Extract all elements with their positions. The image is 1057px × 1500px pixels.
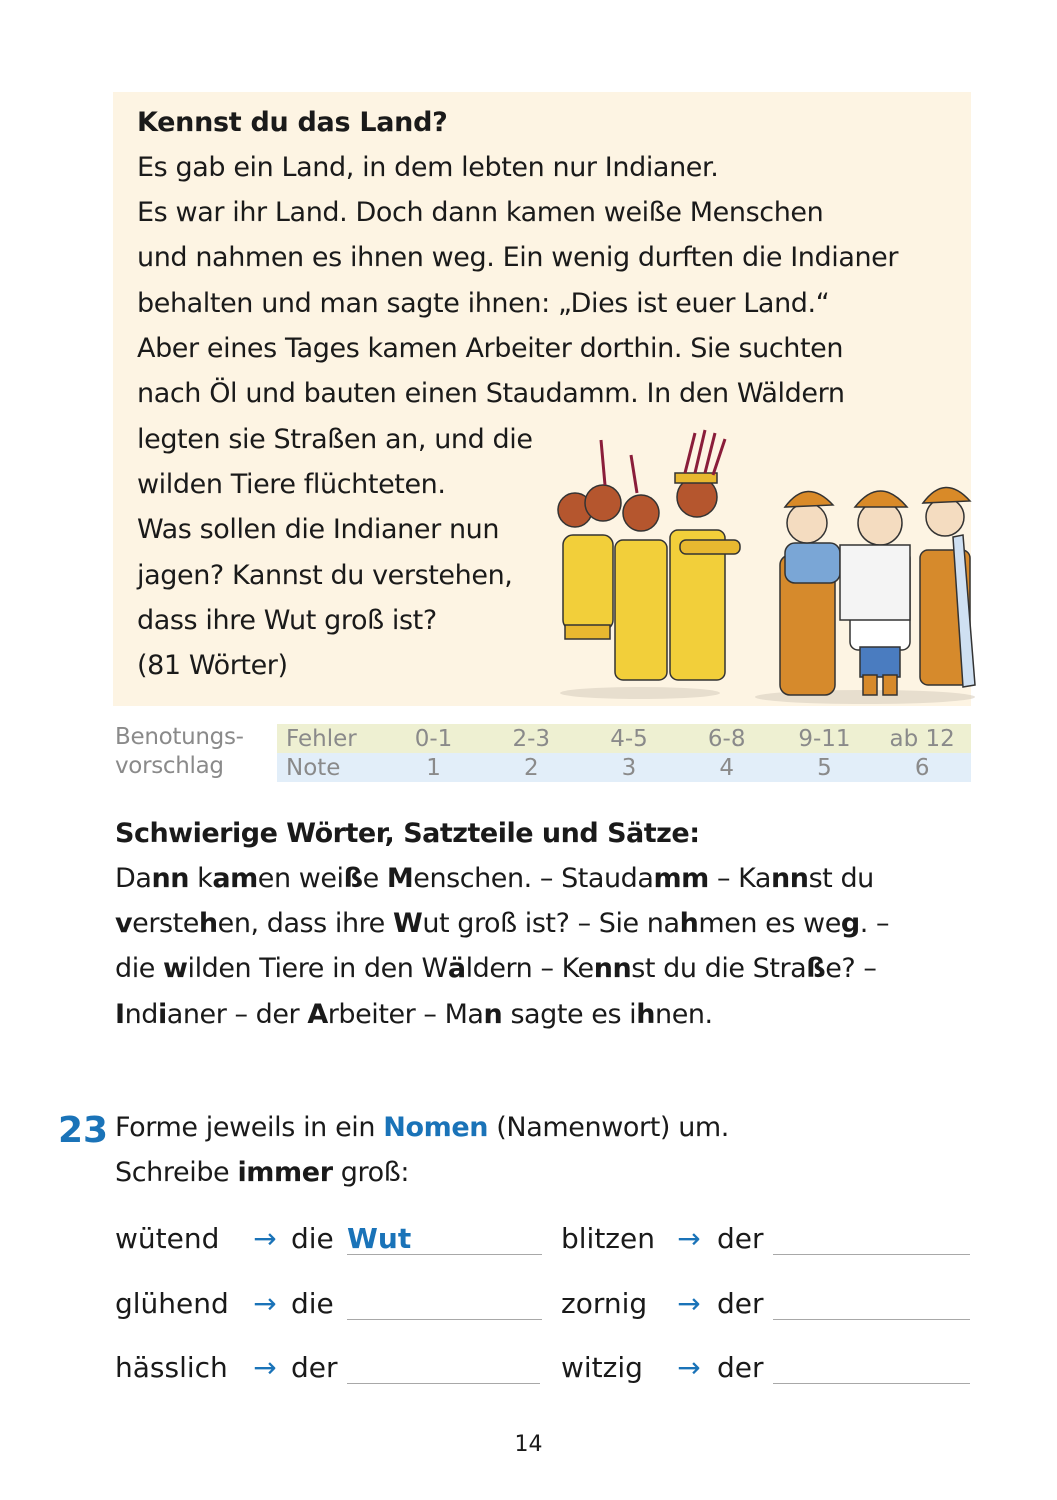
highlighted-letters: h (198, 908, 218, 939)
story-line: (81 Wörter) (137, 650, 288, 681)
instruction-text: Schreibe (115, 1157, 238, 1188)
answer-field[interactable] (347, 1289, 542, 1320)
answer-field[interactable] (773, 1353, 970, 1384)
exercise-instruction (115, 1157, 409, 1188)
note-cell: 5 (817, 754, 832, 781)
note-cell: 6 (914, 754, 930, 781)
line-text: en wei (257, 863, 344, 894)
exercise-word: witzig (561, 1351, 643, 1384)
answer-text: Wut (347, 1222, 412, 1255)
answer-field[interactable] (347, 1224, 542, 1255)
grading-row-fehler (277, 724, 971, 753)
exercise-article: die (291, 1222, 334, 1255)
line-text: e (362, 863, 387, 894)
arrow-right-icon: → (253, 1287, 277, 1320)
arrow-right-icon: → (677, 1222, 701, 1255)
line-text: erste (132, 908, 199, 939)
story-line: Was sollen die Indianer nun (137, 514, 500, 545)
line-text: aner – der (166, 999, 308, 1030)
line-text: nd (124, 999, 158, 1030)
fehler-cell: 6-8 (707, 725, 746, 752)
story-illustration (545, 425, 995, 710)
line-text: ilden Tiere in den W (187, 953, 448, 984)
answer-field[interactable] (773, 1289, 970, 1320)
grading-label: Benotungs- (115, 724, 244, 750)
instruction-emphasis: immer (237, 1157, 333, 1188)
highlighted-letters: i (157, 999, 167, 1030)
page-number: 14 (514, 1432, 543, 1457)
highlighted-letters: am (212, 863, 258, 894)
fehler-cell: 2-3 (512, 725, 551, 752)
note-cell: 1 (426, 754, 441, 781)
highlighted-letters: ä (447, 953, 466, 984)
fehler-cell: 4-5 (610, 725, 648, 752)
highlighted-letters: I (115, 999, 125, 1030)
exercise-word: glühend (115, 1287, 229, 1320)
answer-field[interactable] (347, 1353, 540, 1384)
difficult-line (115, 908, 889, 939)
note-cell: 2 (523, 754, 539, 781)
grading-row-note (277, 753, 971, 782)
line-text: st du die Stra (631, 953, 807, 984)
difficult-words-title: Schwierige Wörter, Satzteile und Sätze: (115, 818, 700, 849)
instruction-text: groß: (332, 1157, 410, 1188)
exercise-word: blitzen (561, 1222, 655, 1255)
exercise-item (561, 1222, 970, 1255)
fehler-cell: 9-11 (798, 725, 851, 752)
line-text: nen. (655, 999, 713, 1030)
grading-label: vorschlag (115, 753, 224, 779)
exercise-article: der (717, 1351, 764, 1384)
story-line: behalten und man sagte ihnen: „Dies ist euer Land.“ (137, 288, 830, 319)
instruction-text: Forme jeweils in ein (115, 1112, 384, 1143)
exercise-item (115, 1222, 542, 1255)
arrow-right-icon: → (677, 1287, 701, 1320)
line-text: – Ka (708, 863, 772, 894)
exercise-article: der (717, 1222, 764, 1255)
note-cell: 4 (719, 754, 735, 781)
answer-field[interactable] (773, 1224, 970, 1255)
line-text: Da (115, 863, 152, 894)
story-line: legten sie Straßen an, und die (137, 424, 533, 455)
exercise-word: wütend (115, 1222, 220, 1255)
line-text: ut groß ist? – Sie na (422, 908, 680, 939)
exercise-item (115, 1287, 542, 1320)
highlighted-letters: ß (806, 953, 826, 984)
exercise-word: zornig (561, 1287, 648, 1320)
fehler-header: Fehler (286, 725, 357, 752)
instruction-keyword: Nomen (383, 1112, 489, 1143)
exercise-article: der (717, 1287, 764, 1320)
story-line: jagen? Kannst du verstehen, (137, 560, 513, 591)
exercise-instruction (115, 1112, 729, 1143)
line-text: rbeiter – Ma (327, 999, 484, 1030)
highlighted-letters: M (386, 863, 414, 894)
arrow-right-icon: → (253, 1222, 277, 1255)
highlighted-letters: n (483, 999, 503, 1030)
highlighted-letters: w (163, 953, 188, 984)
fehler-cell: 0-1 (414, 725, 453, 752)
highlighted-letters: nn (151, 863, 189, 894)
story-line: Es gab ein Land, in dem lebten nur Indianer. (137, 152, 719, 183)
difficult-line (115, 999, 713, 1030)
highlighted-letters: nn (771, 863, 809, 894)
story-line: nach Öl und bauten einen Staudamm. In den Wäldern (137, 378, 845, 409)
exercise-item (561, 1287, 970, 1320)
highlighted-letters: v (115, 908, 133, 939)
line-text: k (188, 863, 213, 894)
line-text: en, dass ihre (217, 908, 393, 939)
highlighted-letters: h (679, 908, 699, 939)
exercise-item (561, 1351, 970, 1384)
exercise-word: hässlich (115, 1351, 228, 1384)
line-text: . – (859, 908, 890, 939)
line-text: men es we (698, 908, 841, 939)
arrow-right-icon: → (677, 1351, 701, 1384)
line-text: die (115, 953, 164, 984)
line-text: enschen. – Stauda (413, 863, 654, 894)
story-title: Kennst du das Land? (137, 107, 448, 138)
story-line: dass ihre Wut groß ist? (137, 605, 437, 636)
story-line: Aber eines Tages kamen Arbeiter dorthin. Sie suchten (137, 333, 844, 364)
highlighted-letters: nn (593, 953, 632, 984)
exercise-article: der (291, 1351, 338, 1384)
exercise-number: 23 (58, 1110, 109, 1151)
line-text: sagte es i (502, 999, 637, 1030)
story-line: wilden Tiere flüchteten. (137, 469, 446, 500)
exercise-item (115, 1351, 540, 1384)
note-cell: 3 (621, 754, 637, 781)
line-text: e? – (825, 953, 877, 984)
story-line: und nahmen es ihnen weg. Ein wenig durften die Indianer (137, 242, 899, 273)
arrow-right-icon: → (253, 1351, 277, 1384)
highlighted-letters: mm (653, 863, 709, 894)
note-header: Note (286, 754, 341, 781)
difficult-line (115, 953, 876, 984)
instruction-text: (Namenwort) um. (488, 1112, 729, 1143)
line-text: st du (808, 863, 874, 894)
highlighted-letters: g (840, 908, 860, 939)
highlighted-letters: ß (343, 863, 363, 894)
line-text: ldern – Ke (465, 953, 594, 984)
difficult-line (115, 863, 874, 894)
highlighted-letters: A (307, 999, 328, 1030)
highlighted-letters: h (636, 999, 656, 1030)
highlighted-letters: W (392, 908, 423, 939)
story-line: Es war ihr Land. Doch dann kamen weiße Menschen (137, 197, 824, 228)
fehler-cell: ab 12 (889, 725, 955, 752)
exercise-article: die (291, 1287, 334, 1320)
